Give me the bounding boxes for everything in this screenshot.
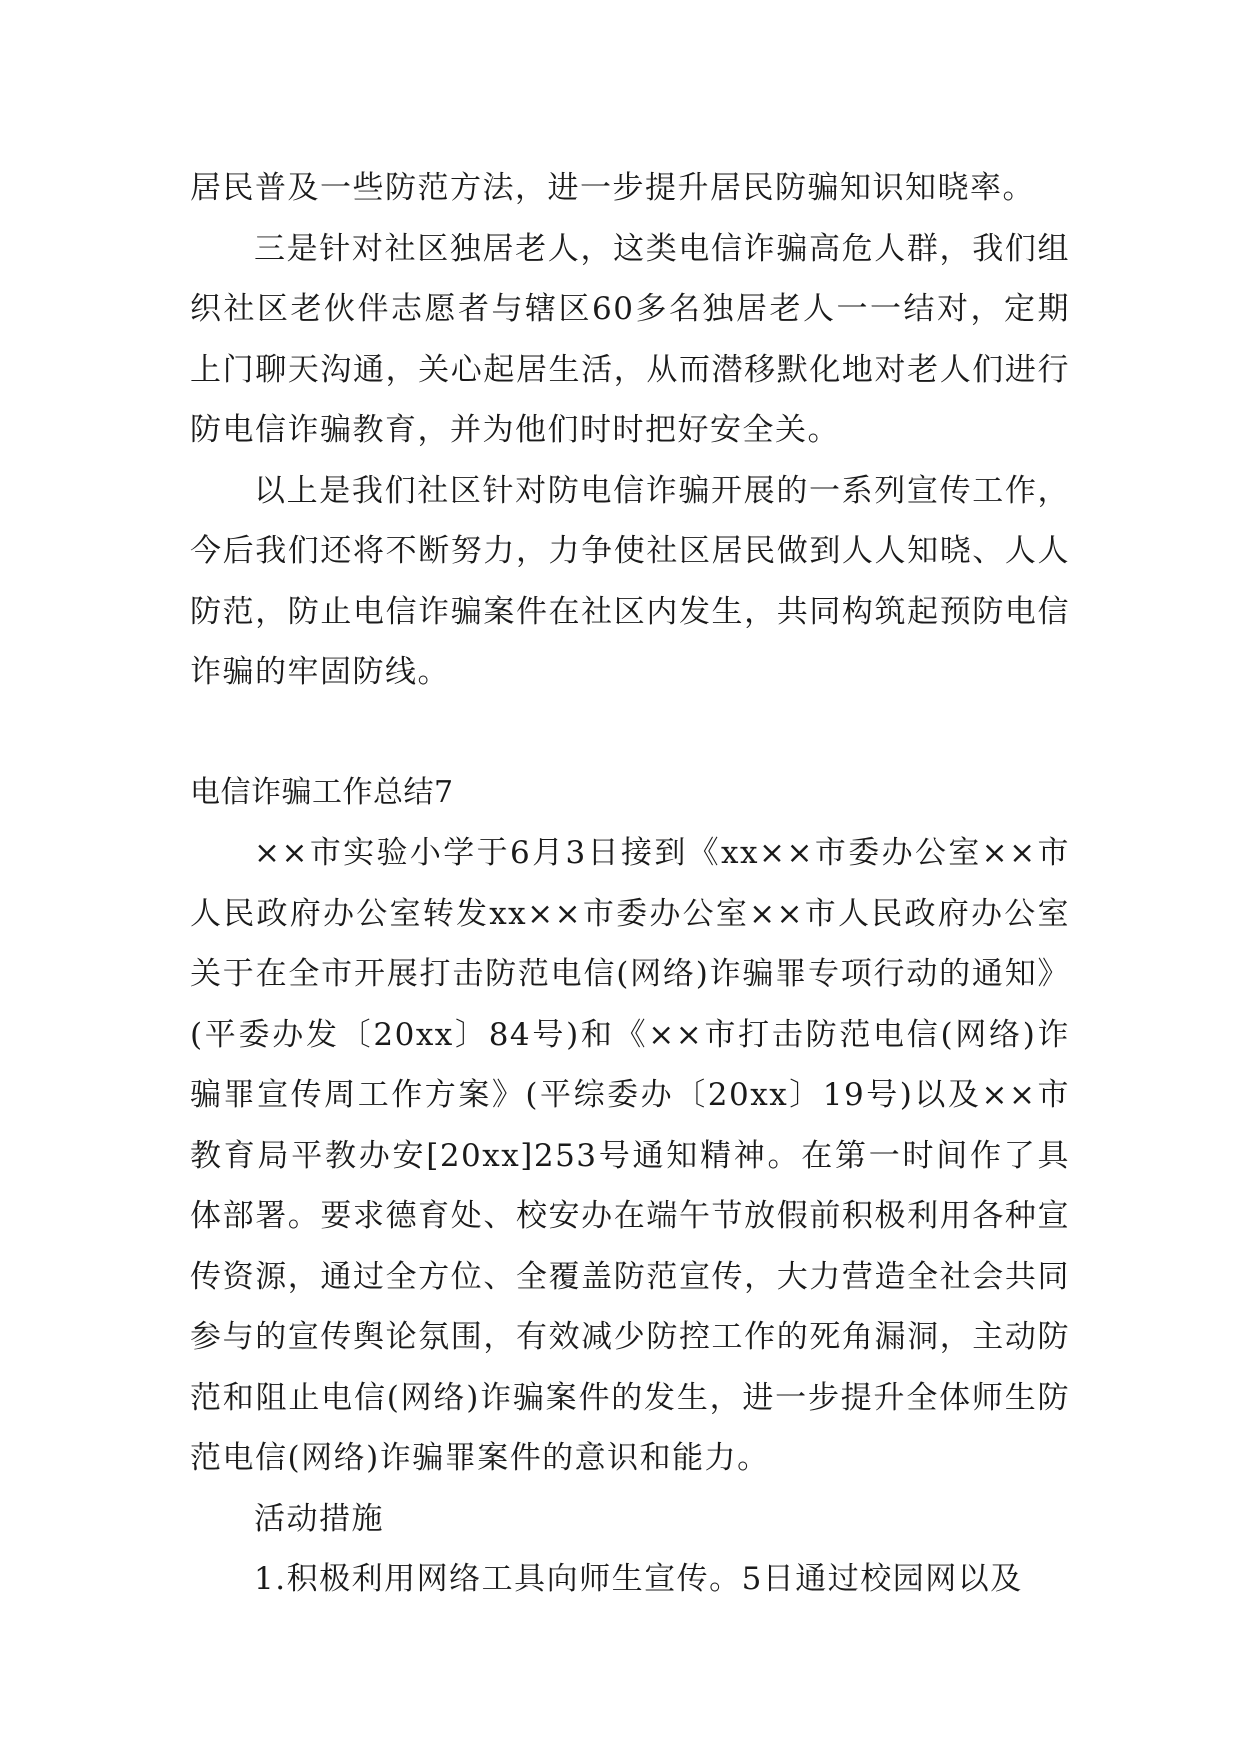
document-body (190, 158, 1070, 1610)
section-heading: 电信诈骗工作总结7 (190, 774, 454, 810)
paragraph-measure-1: 1.积极利用网络工具向师生宣传。5日通过校园网以及 (254, 1561, 1023, 1597)
paragraph-continuation: 居民普及一些防范方法，进一步提升居民防骗知识知晓率。 (190, 170, 1035, 206)
paragraph-activity-measures-title: 活动措施 (254, 1500, 384, 1537)
paragraph-elderly-outreach: 三是针对社区独居老人，这类电信诈骗高危人群，我们组织社区老伙伴志愿者与辖区60多名独居老人一一结对，定期上门聊天沟通，关心起居生活，从而潜移默化地对老人们进行防电信诈骗教育，并为他们时时把好安全关。 (190, 230, 1070, 448)
paragraph-school-notice: ××市实验小学于6月3日接到《xx××市委办公室××市人民政府办公室转发xx××市委办公室××市人民政府办公室关于在全市开展打击防范电信(网络)诈骗罪专项行动的通知》(平委办发〔20xx〕84号)和《××市打击防范电信(网络)诈骗罪宣传周工作方案》(平综委办〔20xx〕19号)以及××市教育局平教办安[20xx]253号通知精神。在第一时间作了具体部署。要求德育处、校安办在端午节放假前积极利用各种宣传资源，通过全方位、全覆盖防范宣传，大力营造全社会共同参与的宣传舆论氛围，有效减少防控工作的死角漏洞，主动防范和阻止电信(网络)诈骗案件的发生，进一步提升全体师生防范电信(网络)诈骗罪案件的意识和能力。 (190, 835, 1070, 1476)
paragraph-community-summary: 以上是我们社区针对防电信诈骗开展的一系列宣传工作，今后我们还将不断努力，力争使社区居民做到人人知晓、人人防范，防止电信诈骗案件在社区内发生，共同构筑起预防电信诈骗的牢固防线。 (190, 472, 1070, 690)
